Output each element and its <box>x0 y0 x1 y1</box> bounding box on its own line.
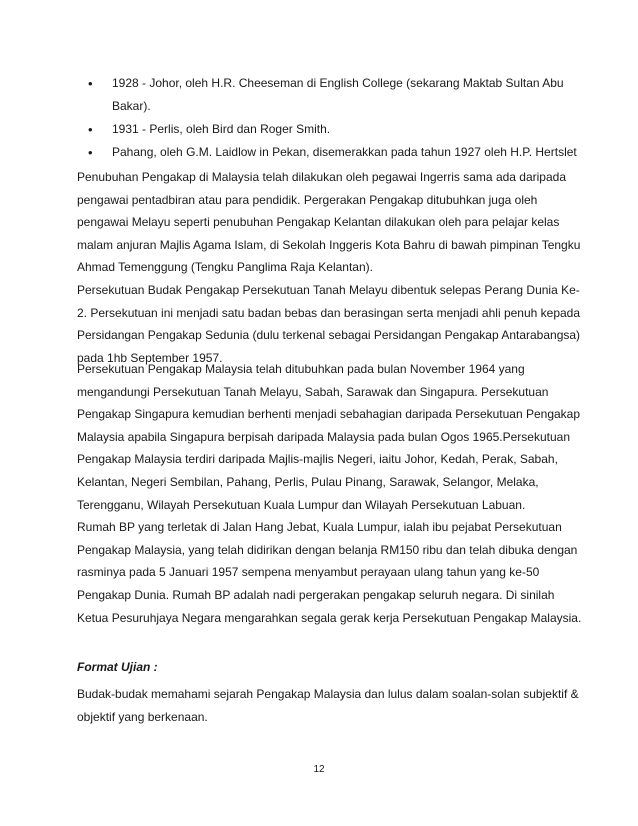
paragraph-line: mengandungi Persekutuan Tanah Melayu, Sabah, Sarawak dan Singapura. Persekutuan <box>77 384 549 399</box>
bullet-dot-icon: • <box>88 122 93 137</box>
paragraph-line: Persekutuan Pengakap Malaysia telah ditubuhkan pada bulan November 1964 yang <box>77 362 525 376</box>
paragraph-persekutuan <box>77 358 582 629</box>
paragraph-format-ujian <box>77 683 579 728</box>
paragraph-line: Ahmad Temenggung (Tengku Panglima Raja Kelantan). <box>77 260 373 275</box>
history-bullet-list <box>88 72 588 164</box>
bullet-line: 1931 - Perlis, oleh Bird dan Roger Smith. <box>112 122 331 136</box>
bullet-line: 1928 - Johor, oleh H.R. Cheeseman di English College (sekarang Maktab Sultan Abu <box>112 76 564 90</box>
bullet-dot-icon: • <box>88 76 93 91</box>
paragraph-penubuhan <box>77 166 581 369</box>
paragraph-line: rasminya pada 5 Januari 1957 sempena menyambut perayaan ulang tahun yang ke-50 <box>77 565 540 580</box>
paragraph-line: Pengakap Malaysia, yang telah didirikan dengan belanja RM150 ribu dan telah dibuka dengan <box>77 542 578 557</box>
paragraph-line: Persidangan Pengakap Sedunia (dulu terkenal sebagai Persidangan Pengakap Antarabangsa) <box>77 328 581 343</box>
paragraph-line: malam anjuran Majlis Agama Islam, di Sekolah Inggeris Kota Bahru di bawah pimpinan Tengku <box>77 237 581 252</box>
paragraph-line: Ketua Pesuruhjaya Negara mengarahkan segala gerak kerja Persekutuan Pengakap Malaysia. <box>77 610 582 625</box>
paragraph-line: pengawai pentadbiran atau para pendidik. Pergerakan Pengakap ditubuhkan juga oleh <box>77 192 538 207</box>
paragraph-line: Penubuhan Pengakap di Malaysia telah dilakukan oleh pegawai Ingerris sama ada daripada <box>77 170 566 184</box>
bullet-dot-icon: • <box>88 145 93 160</box>
paragraph-line: Malaysia apabila Singapura berpisah daripada Malaysia pada bulan Ogos 1965.Persekutuan <box>77 429 570 444</box>
bullet-item-pahang <box>88 141 588 164</box>
bullet-item-johor <box>88 72 588 118</box>
bullet-line: Bakar). <box>112 99 151 113</box>
paragraph-line: Terengganu, Wilayah Persekutuan Kuala Lumpur dan Wilayah Persekutuan Labuan. <box>77 497 526 512</box>
page-number: 12 <box>313 764 325 775</box>
paragraph-line: objektif yang berkenaan. <box>77 709 208 724</box>
paragraph-line: Pengakap Malaysia terdiri daripada Majlis-majlis Negeri, iaitu Johor, Kedah, Perak, Sabah, <box>77 452 558 467</box>
bullet-line: Pahang, oleh G.M. Laidlow in Pekan, disemerakkan pada tahun 1927 oleh H.P. Hertslet <box>112 145 577 159</box>
paragraph-line: Rumah BP yang terletak di Jalan Hang Jebat, Kuala Lumpur, ialah ibu pejabat Persekutuan <box>77 520 562 535</box>
paragraph-line: Persekutuan Budak Pengakap Persekutuan Tanah Melayu dibentuk selepas Perang Dunia Ke- <box>77 282 580 297</box>
paragraph-line: pada 1hb September 1957. <box>77 350 223 365</box>
paragraph-line: pengawai Melayu seperti penubuhan Pengakap Kelantan dilakukan oleh para pelajar kelas <box>77 215 560 230</box>
paragraph-line: Pengakap Singapura kemudian berhenti menjadi sebahagian daripada Persekutuan Pengakap <box>77 407 581 422</box>
paragraph-line: Budak-budak memahami sejarah Pengakap Malaysia dan lulus dalam soalan-solan subjektif & <box>77 687 579 701</box>
paragraph-line: 2. Persekutuan ini menjadi satu badan bebas dan berasingan serta menjadi ahli penuh kepada <box>77 305 581 320</box>
format-ujian-heading: Format Ujian : <box>77 660 158 674</box>
paragraph-line: Pengakap Dunia. Rumah BP adalah nadi pergerakan pengakap seluruh negara. Di sinilah <box>77 587 555 602</box>
bullet-item-perlis <box>88 118 588 141</box>
paragraph-line: Kelantan, Negeri Sembilan, Pahang, Perlis, Pulau Pinang, Sarawak, Selangor, Melaka, <box>77 474 539 489</box>
